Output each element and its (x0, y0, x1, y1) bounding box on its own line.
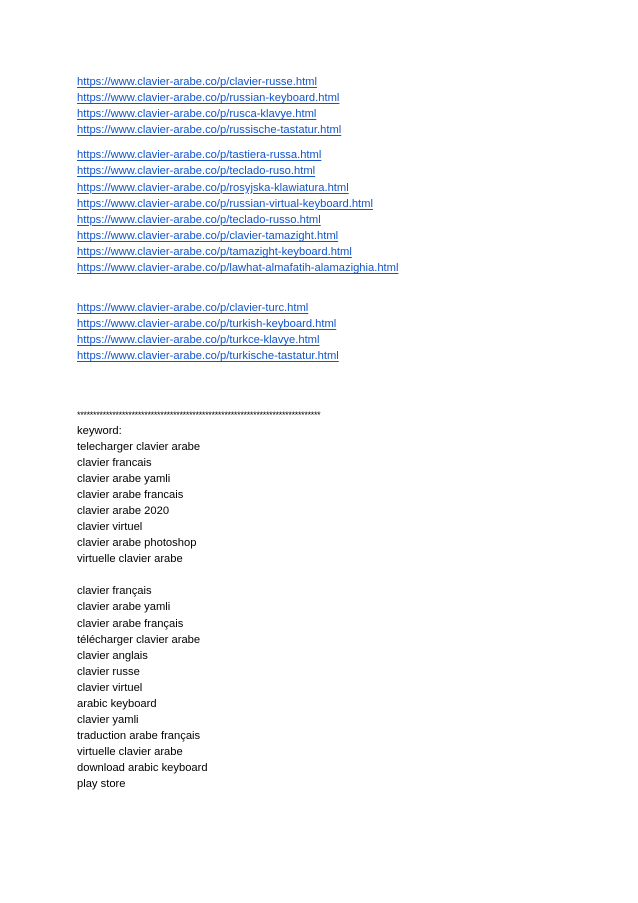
keyword-item: virtuelle clavier arabe (77, 746, 183, 759)
keyword-item: clavier anglais (77, 649, 148, 662)
keyword-item: clavier arabe yamli (77, 601, 171, 614)
keyword-item: clavier français (77, 585, 152, 598)
keyword-item: traduction arabe français (77, 730, 201, 743)
url-link[interactable]: https://www.clavier-arabe.co/p/teclado-ruso.html (77, 165, 316, 178)
keyword-label: keyword: (77, 424, 122, 437)
keyword-item: clavier virtuel (77, 521, 143, 534)
keyword-item: virtuelle clavier arabe (77, 553, 183, 566)
keyword-list-1 (77, 423, 597, 568)
keyword-item: clavier arabe photoshop (77, 537, 197, 550)
link-group-russian-2 (77, 147, 597, 276)
url-link[interactable]: https://www.clavier-arabe.co/p/rusca-klavye.html (77, 108, 317, 121)
link-group-russian-1 (77, 74, 597, 138)
url-link[interactable]: https://www.clavier-arabe.co/p/turkce-klavye.html (77, 334, 320, 347)
url-link[interactable]: https://www.clavier-arabe.co/p/russische-tastatur.html (77, 124, 342, 137)
keyword-item: play store (77, 778, 126, 791)
keyword-item: télécharger clavier arabe (77, 633, 201, 646)
keyword-item: clavier arabe yamli (77, 472, 171, 485)
spacer (77, 567, 597, 583)
url-link[interactable]: https://www.clavier-arabe.co/p/teclado-russo.html (77, 213, 321, 226)
keyword-list-2 (77, 583, 597, 792)
separator-line: **************************************************************************** (77, 409, 321, 420)
keyword-item: arabic keyboard (77, 698, 157, 710)
spacer (77, 276, 597, 300)
url-link[interactable]: https://www.clavier-arabe.co/p/turkische-tastatur.html (77, 350, 339, 363)
spacer (77, 138, 597, 147)
link-group-turkish (77, 300, 597, 364)
document-content (77, 74, 597, 793)
keyword-item: clavier virtuel (77, 681, 143, 694)
keyword-item: clavier francais (77, 456, 152, 469)
url-link[interactable]: https://www.clavier-arabe.co/p/turkish-keyboard.html (77, 318, 337, 331)
keyword-item: clavier arabe 2020 (77, 504, 170, 517)
url-link[interactable]: https://www.clavier-arabe.co/p/rosyjska-klawiatura.html (77, 181, 349, 194)
url-link[interactable]: https://www.clavier-arabe.co/p/clavier-russe.html (77, 76, 317, 88)
url-link[interactable]: https://www.clavier-arabe.co/p/tamazight-keyboard.html (77, 245, 352, 258)
spacer (77, 365, 597, 407)
keyword-item: download arabic keyboard (77, 762, 208, 775)
url-link[interactable]: https://www.clavier-arabe.co/p/tastiera-russa.html (77, 149, 322, 162)
keyword-item: clavier arabe francais (77, 488, 184, 501)
url-link[interactable]: https://www.clavier-arabe.co/p/russian-keyboard.html (77, 92, 340, 105)
url-link[interactable]: https://www.clavier-arabe.co/p/clavier-tamazight.html (77, 229, 339, 242)
keyword-item: telecharger clavier arabe (77, 440, 201, 453)
url-link[interactable]: https://www.clavier-arabe.co/p/clavier-turc.html (77, 302, 309, 315)
keyword-item: clavier yamli (77, 714, 139, 727)
url-link[interactable]: https://www.clavier-arabe.co/p/lawhat-almafatih-alamazighia.html (77, 262, 399, 275)
keyword-item: clavier russe (77, 665, 140, 678)
keyword-item: clavier arabe français (77, 617, 184, 630)
url-link[interactable]: https://www.clavier-arabe.co/p/russian-virtual-keyboard.html (77, 197, 373, 210)
